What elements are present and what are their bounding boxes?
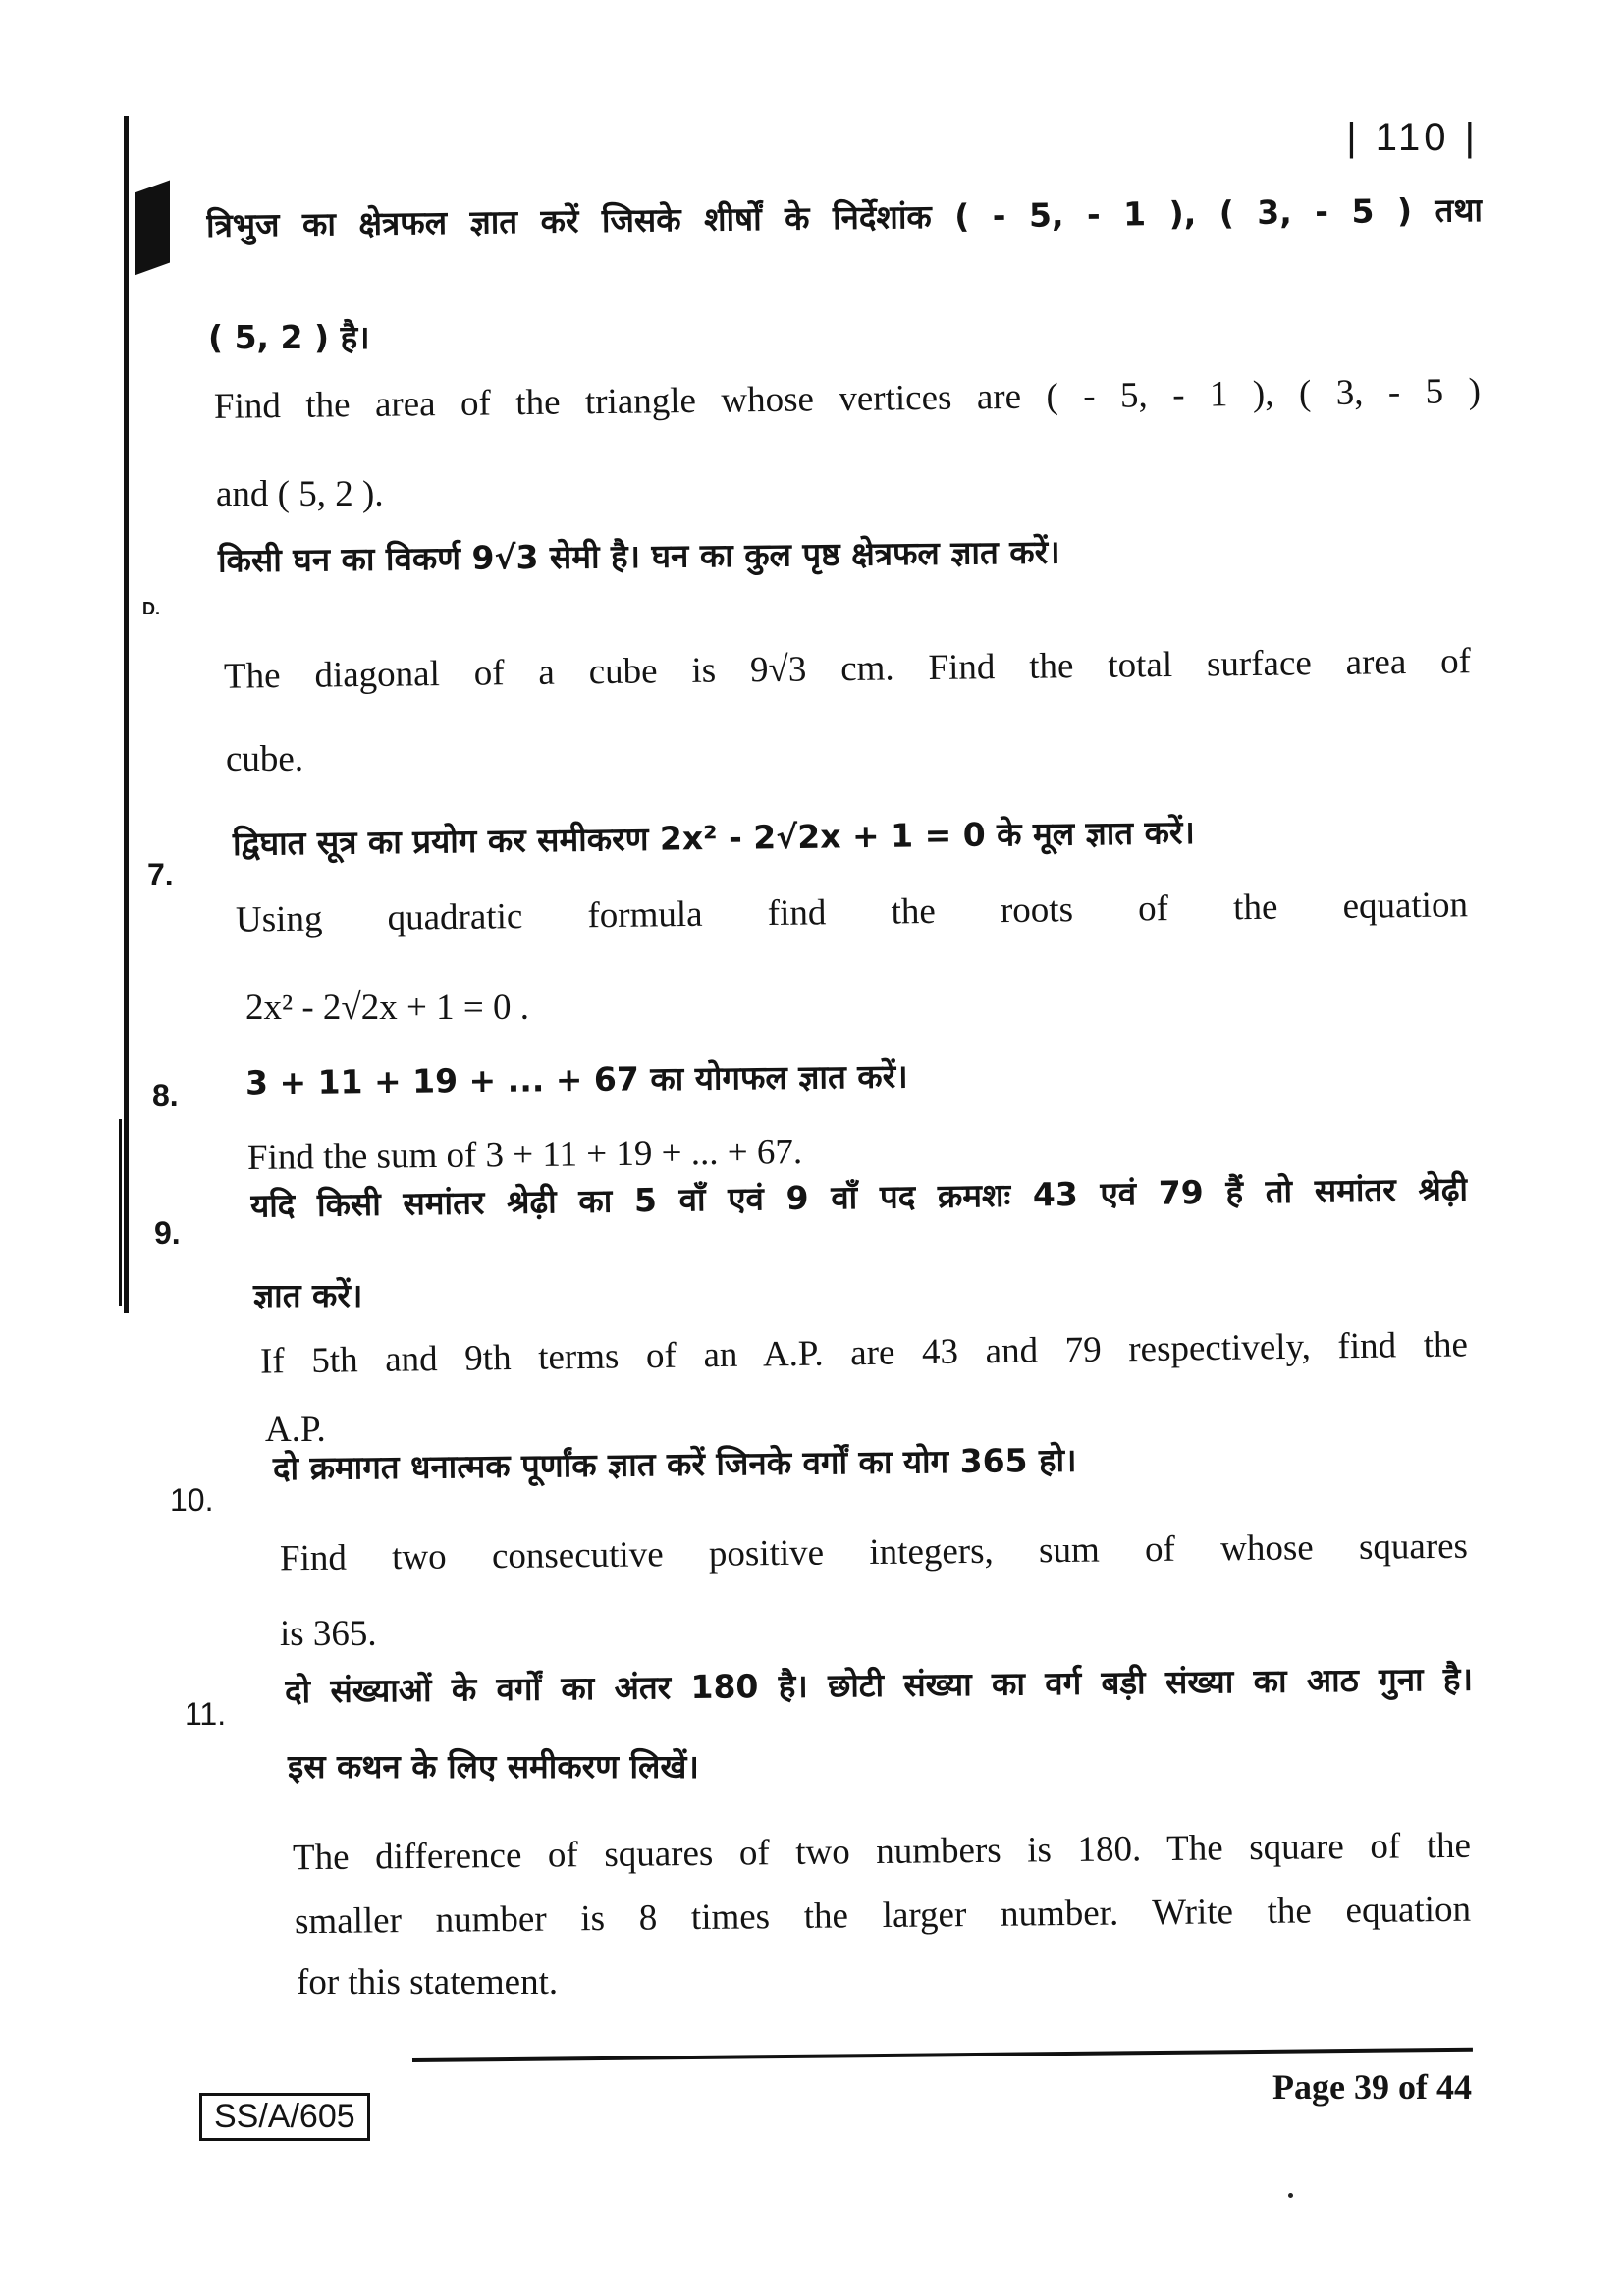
question-english: The diagonal of a cube is 9√3 cm. Find the total surface area of: [223, 641, 1472, 697]
question-english: smaller number is 8 times the larger number. Write the equation: [294, 1889, 1472, 1943]
question-hindi: दो संख्याओं के वर्गों का अंतर 180 है। छोटी संख्या का वर्ग बड़ी संख्या का आठ गुना है।: [284, 1659, 1474, 1711]
paper-code: SS/A/605: [199, 2093, 370, 2141]
page-label: Page 39 of 44: [1272, 2067, 1472, 2107]
question-hindi: 3 + 11 + 19 + ... + 67 का योगफल ज्ञात करें।: [244, 1056, 908, 1102]
question-english: The difference of squares of two numbers is 180. The square of the: [292, 1825, 1472, 1879]
question-english: is 365.: [280, 1614, 377, 1654]
scan-dot: [1288, 2193, 1293, 2198]
question-number: 8.: [152, 1078, 179, 1113]
question-number: D.: [142, 599, 160, 618]
question-hindi: यदि किसी समांतर श्रेढ़ी का 5 वाँ एवं 9 वाँ पद क्रमशः 43 एवं 79 हैं तो समांतर श्रेढ़ी: [249, 1169, 1469, 1225]
question-marker: [135, 180, 170, 275]
question-english: 2x² - 2√2x + 1 = 0 .: [245, 988, 529, 1028]
question-hindi: ज्ञात करें।: [253, 1276, 363, 1314]
question-hindi: दो क्रमागत धनात्मक पूर्णांक ज्ञात करें जिनके वर्गों का योग 365 हो।: [272, 1440, 1077, 1488]
footer-rule: [412, 2048, 1473, 2062]
question-hindi: द्विघात सूत्र का प्रयोग कर समीकरण 2x² - 2√2x + 1 = 0 के मूल ज्ञात करें।: [232, 813, 1196, 863]
question-hindi: इस कथन के लिए समीकरण लिखें।: [288, 1747, 699, 1786]
margin-bar-lower: [119, 1119, 122, 1306]
question-number: 10.: [170, 1482, 214, 1518]
question-english: and ( 5, 2 ).: [216, 474, 384, 514]
page-number-top: | 110 |: [1346, 116, 1479, 159]
question-english: Find the sum of 3 + 11 + 19 + ... + 67.: [246, 1132, 803, 1178]
question-english: Find the area of the triangle whose vertices are ( - 5, - 1 ), ( 3, - 5 ): [213, 371, 1482, 427]
question-english: Find two consecutive positive integers, sum of whose squares: [279, 1525, 1469, 1579]
margin-bar: [124, 116, 129, 1313]
question-english: Using quadratic formula find the roots of the equation: [235, 884, 1469, 940]
question-english: If 5th and 9th terms of an A.P. are 43 and 79 respectively, find the: [259, 1324, 1469, 1382]
question-hindi: किसी घन का विकर्ण 9√3 सेमी है। घन का कुल पृष्ठ क्षेत्रफल ज्ञात करें।: [217, 532, 1060, 580]
question-english: A.P.: [265, 1410, 326, 1450]
question-number: 7.: [147, 857, 174, 892]
question-english: cube.: [226, 739, 304, 779]
question-hindi: ( 5, 2 ) है।: [208, 318, 370, 356]
question-english: for this statement.: [297, 1962, 559, 2002]
question-number: 9.: [154, 1215, 181, 1251]
question-hindi: त्रिभुज का क्षेत्रफल ज्ञात करें जिसके शीर्षों के निर्देशांक ( - 5, - 1 ), ( 3, - 5 ) तथा: [205, 190, 1484, 244]
question-number: 11.: [185, 1696, 227, 1732]
